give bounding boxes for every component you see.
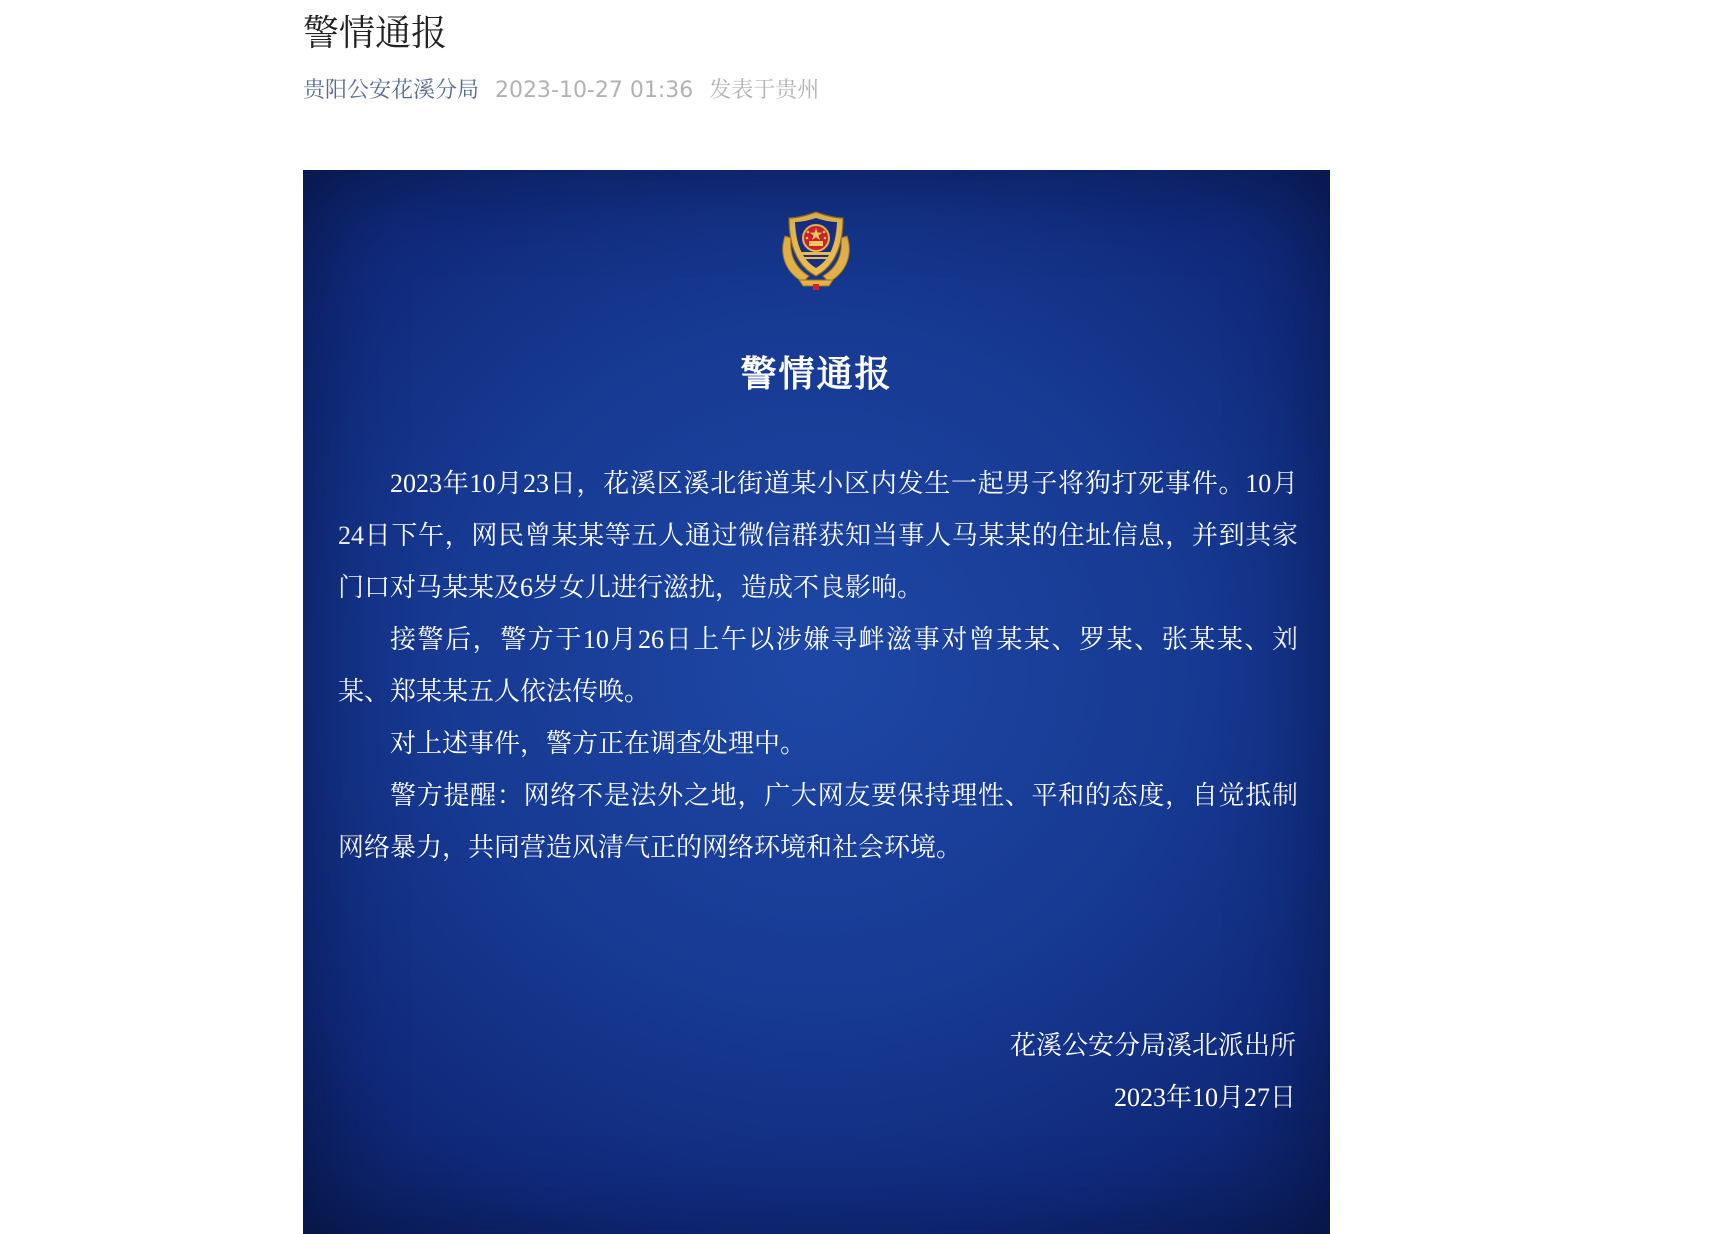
police-emblem-icon (775, 206, 857, 292)
article-meta (303, 74, 819, 108)
signature-organization: 花溪公安分局溪北派出所 (1009, 1031, 1296, 1060)
notice-paragraph: 警方提醒：网络不是法外之地，广大网友要保持理性、平和的态度，自觉抵制网络暴力，共同营造风清气正的网络环境和社会环境。 (338, 781, 1298, 862)
notice-paragraph: 对上述事件，警方正在调查处理中。 (390, 729, 807, 758)
notice-paragraph: 接警后，警方于10月26日上午以涉嫌寻衅滋事对曾某某、罗某、张某某、刘某、郑某某五人依法传唤。 (338, 625, 1298, 706)
notice-signature (1010, 1020, 1296, 1124)
notice-heading: 警情通报 (740, 353, 893, 395)
article-title: 警情通报 (303, 13, 448, 54)
notice-body (338, 458, 1298, 874)
publish-location: 发表于贵州 (709, 78, 820, 103)
notice-image[interactable] (303, 170, 1330, 1234)
account-name-link[interactable]: 贵阳公安花溪分局 (303, 78, 480, 103)
publish-time: 2023-10-27 01:36 (495, 78, 694, 103)
notice-paragraph: 2023年10月23日，花溪区溪北街道某小区内发生一起男子将狗打死事件。10月24日下午，网民曾某某等五人通过微信群获知当事人马某某的住址信息，并到其家门口对马某某及6岁女儿进行滋扰，造成不良影响。 (338, 469, 1298, 602)
signature-date: 2023年10月27日 (1113, 1083, 1296, 1112)
